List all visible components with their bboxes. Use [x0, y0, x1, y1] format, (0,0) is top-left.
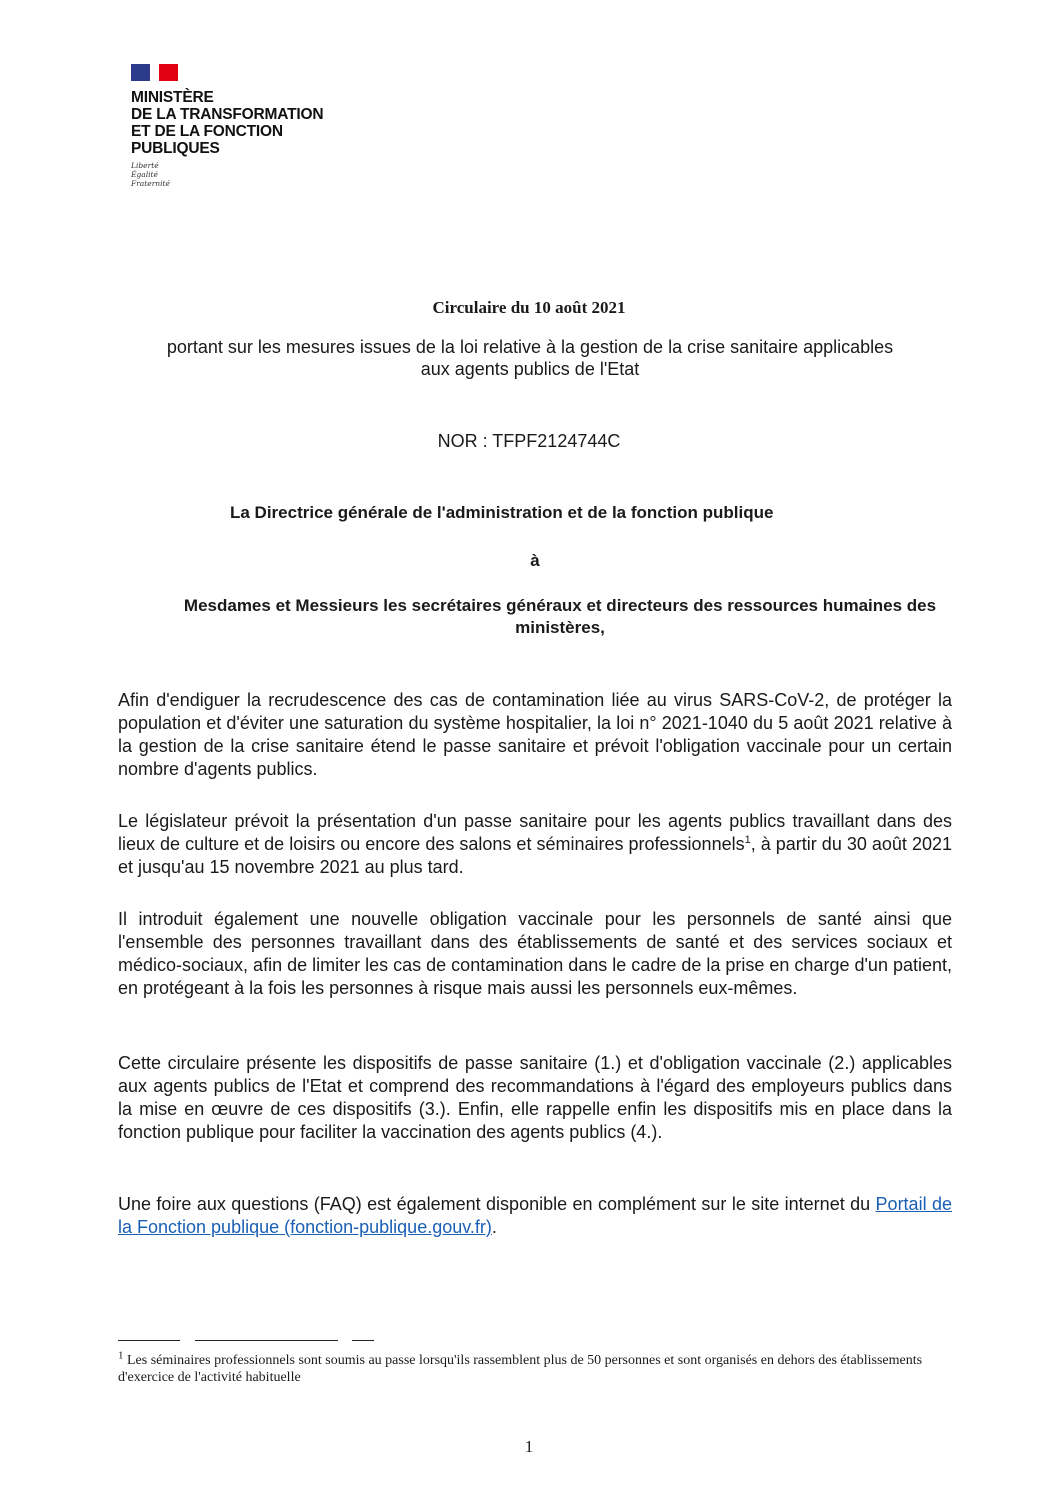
document-title: Circulaire du 10 août 2021	[432, 298, 626, 317]
portal-link[interactable]: Portail de la Fonction publique (fonction-publique.gouv.fr)	[118, 1194, 952, 1237]
footnote-number: 1	[118, 1349, 124, 1362]
footnote-ref[interactable]: 1	[744, 834, 751, 846]
body-paragraph-4: Cette circulaire présente les dispositifs de passe sanitaire (1.) et d'obligation vaccinale (2.) applicables aux agents publics de l'Etat et comprend des recommandations à l'égard des employeurs publics dans la mise en œuvre de ces dispositifs (3.). Enfin, elle rappelle enfin les dispositifs mis en place dans la fonction publique pour faciliter la vaccination des agents publics (4.).	[118, 1053, 952, 1142]
paragraph-text: , à partir du 30 août 2021 et jusqu'au 15 novembre 2021 au plus tard.	[118, 834, 952, 877]
ministry-line: PUBLIQUES	[131, 140, 220, 157]
french-flag-icon	[131, 64, 178, 81]
footnote-rule	[118, 1340, 180, 1341]
ministry-logo	[131, 64, 371, 188]
ministry-line: DE LA TRANSFORMATION	[131, 106, 324, 123]
recipients: Mesdames et Messieurs les secrétaires généraux et directeurs des ressources humaines des ministères,	[183, 596, 937, 637]
motto-line: Liberté	[131, 161, 159, 170]
document-subtitle: portant sur les mesures issues de la loi relative à la gestion de la crise sanitaire applicables aux agents publics de l'Etat	[166, 337, 894, 379]
body-paragraph-1: Afin d'endiguer la recrudescence des cas de contamination liée au virus SARS-CoV-2, de protéger la population et d'éviter une saturation du système hospitalier, la loi n° 2021-1040 du 5 août 2021 relative à la gestion de la crise sanitaire étend le passe sanitaire et prévoit l'obligation vaccinale pour un certain nombre d'agents publics.	[118, 690, 952, 779]
nor-reference: NOR : TFPF2124744C	[437, 431, 621, 451]
page-number: 1	[524, 1437, 534, 1456]
ministry-name	[131, 89, 371, 157]
to-word: à	[530, 551, 540, 570]
republic-motto	[131, 161, 371, 188]
footnote	[118, 1349, 954, 1386]
paragraph-text: Une foire aux questions (FAQ) est également disponible en complément sur le site internet du	[118, 1194, 876, 1214]
footnote-text: Les séminaires professionnels sont soumis au passe lorsqu'ils rassemblent plus de 50 personnes et sont organisés en dehors des établissements d'exercice de l'activité habituelle	[118, 1353, 923, 1385]
body-paragraph-3: Il introduit également une nouvelle obligation vaccinale pour les personnels de santé ainsi que l'ensemble des personnes travaillant dans des établissements de santé et des services sociaux et médico-sociaux, afin de limiter les cas de contamination dans le cadre de la prise en charge d'un patient, en protégeant à la fois les personnes à risque mais aussi les personnels eux-mêmes.	[118, 909, 952, 998]
footnote-rule	[195, 1340, 338, 1341]
ministry-line: ET DE LA FONCTION	[131, 123, 283, 140]
body-paragraph-2	[118, 810, 952, 879]
sender: La Directrice générale de l'administration et de la fonction publique	[230, 503, 774, 522]
body-paragraph-5	[118, 1193, 952, 1239]
motto-line: Égalité	[131, 170, 158, 179]
ministry-line: MINISTÈRE	[131, 89, 214, 106]
motto-line: Fraternité	[131, 179, 170, 188]
paragraph-text: Le législateur prévoit la présentation d'un passe sanitaire pour les agents publics travaillant dans des lieux de culture et de loisirs ou encore des salons et séminaires professionnels	[118, 811, 952, 854]
paragraph-text: .	[491, 1217, 497, 1237]
footnote-rule	[352, 1340, 374, 1341]
